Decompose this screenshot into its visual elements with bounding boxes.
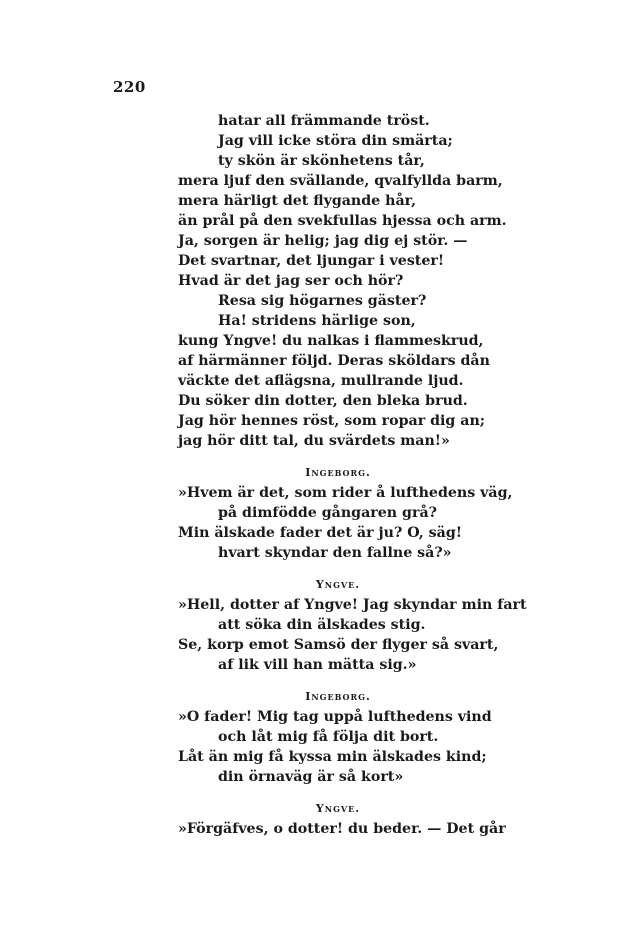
- verse-line: mera ljuf den svällande, qvalfyllda barm,: [178, 173, 503, 189]
- verse-line: väckte det aflägsna, mullrande ljud.: [178, 373, 464, 389]
- verse-line: Jag hör hennes röst, som ropar dig an;: [178, 413, 486, 429]
- verse-line: mera härligt det flygande hår,: [178, 193, 417, 209]
- verse-line: af lik vill han mätta sig.»: [218, 657, 417, 673]
- verse-line: »Hvem är det, som rider å lufthedens väg,: [178, 485, 513, 501]
- speaker-label: Yngve.: [315, 802, 361, 815]
- verse-line: hvart skyndar den fallne så?»: [218, 545, 452, 561]
- page-number: 220: [113, 78, 146, 96]
- verse-line: »O fader! Mig tag uppå lufthedens vind: [178, 709, 492, 725]
- verse-line: och låt mig få följa dit bort.: [218, 729, 439, 745]
- verse-line: än prål på den svekfullas hjessa och arm.: [178, 213, 507, 229]
- verse-line: Låt än mig få kyssa min älskades kind;: [178, 749, 487, 765]
- verse-line: ty skön är skönhetens tår,: [218, 153, 425, 169]
- verse-line: Min älskade fader det är ju? O, säg!: [178, 525, 462, 541]
- verse-line: Du söker din dotter, den bleka brud.: [178, 393, 468, 409]
- verse-line: hatar all främmande tröst.: [218, 113, 430, 129]
- verse-line: jag hör ditt tal, du svärdets man!»: [178, 433, 450, 449]
- speaker-label: Ingeborg.: [305, 690, 371, 703]
- verse-line: »Hell, dotter af Yngve! Jag skyndar min fart: [178, 597, 527, 613]
- poem-text: [178, 111, 527, 839]
- verse-line: Se, korp emot Samsö der flyger så svart,: [178, 637, 499, 653]
- verse-line: att söka din älskades stig.: [218, 617, 426, 633]
- verse-line: Hvad är det jag ser och hör?: [178, 273, 404, 289]
- verse-line: »Förgäfves, o dotter! du beder. — Det går: [178, 821, 506, 837]
- verse-line: Det svartnar, det ljungar i vester!: [178, 253, 445, 269]
- verse-line: af härmänner följd. Deras sköldars dån: [178, 353, 490, 369]
- verse-line: på dimfödde gångaren grå?: [218, 505, 437, 521]
- verse-line: Ja, sorgen är helig; jag dig ej stör. —: [178, 233, 468, 249]
- speaker-label: Yngve.: [315, 578, 361, 591]
- verse-line: Jag vill icke störa din smärta;: [218, 133, 453, 149]
- verse-line: din örnaväg är så kort»: [218, 769, 404, 785]
- verse-line: kung Yngve! du nalkas i flammeskrud,: [178, 333, 484, 349]
- speaker-label: Ingeborg.: [305, 466, 371, 479]
- verse-line: Ha! stridens härlige son,: [218, 313, 416, 329]
- verse-line: Resa sig högarnes gäster?: [218, 293, 427, 309]
